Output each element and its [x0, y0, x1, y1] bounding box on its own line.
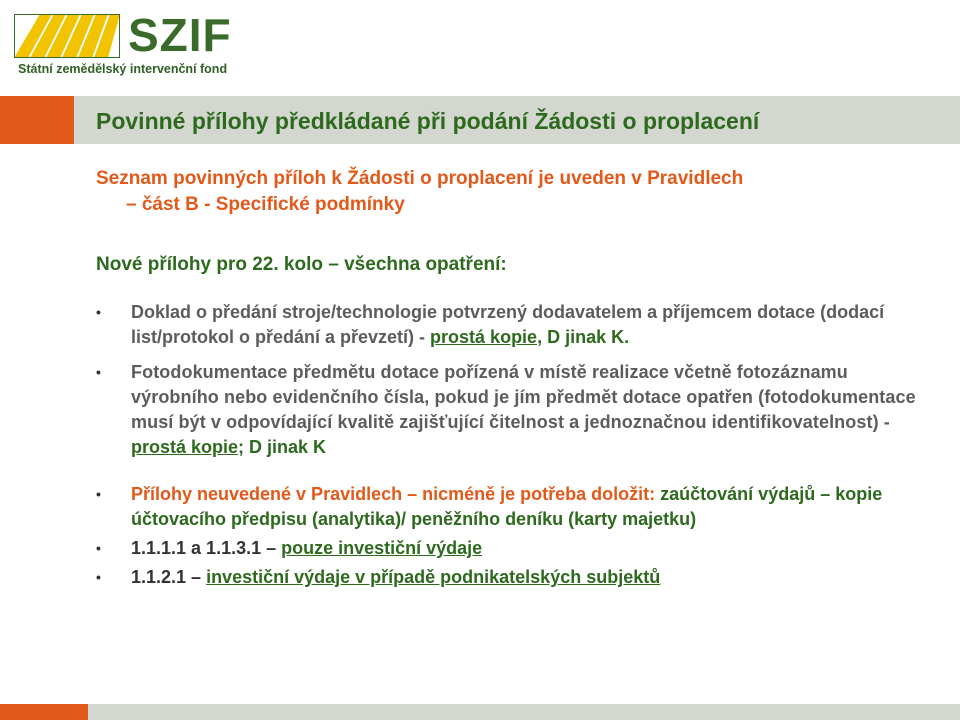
bullet-underlined: investiční výdaje v případě podnikatelských subjektů	[206, 567, 661, 587]
orange-note-line2: – část B - Specifické podmínky	[126, 194, 405, 215]
bullet-underlined: prostá kopie	[430, 327, 538, 347]
bullet-underlined: pouze investiční výdaje	[281, 538, 483, 558]
bullet-item	[96, 536, 936, 561]
bullet-green-text: zaúčtování výdajů – kopie účtovacího předpisu (analytika)/ peněžního deníku (karty majetku)	[131, 484, 883, 529]
bullet-tail: ; D jinak K	[238, 437, 327, 457]
bullet-item	[96, 360, 936, 460]
bullet-dot-icon: •	[96, 569, 101, 585]
bullet-lead: 1.1.2.1 –	[131, 567, 207, 587]
bullet-item	[96, 300, 936, 350]
bullet-lead: 1.1.1.1 a 1.1.3.1 –	[131, 538, 282, 558]
slide-title: Povinné přílohy předkládané při podání Žádosti o proplacení	[96, 108, 760, 134]
szif-field-logo-icon	[14, 14, 120, 58]
bullet-list	[96, 300, 936, 590]
orange-note-line1: Seznam povinných příloh k Žádosti o proplacení je uveden v Pravidlech	[96, 168, 744, 189]
green-heading: Nové přílohy pro 22. kolo – všechna opatření:	[96, 254, 507, 275]
bullet-text: Fotodokumentace předmětu dotace pořízená v místě realizace včetně fotozáznamu výrobního nebo evidenčního čísla, pokud je jím předmět dotace opatřen (fotodokumentace musí být v odpovídající kvalitě zajišťující čitelnost a jednoznačnou identifikovatelnost) -	[131, 362, 916, 432]
bullet-text: Doklad o předání stroje/technologie potvrzený dodavatelem a příjemcem dotace (dodací list/protokol o předání a převzetí) -	[131, 302, 885, 347]
logo-name: SZIF	[128, 9, 232, 61]
footer-bar	[0, 704, 960, 720]
bullet-item	[96, 482, 936, 532]
header	[0, 0, 960, 96]
footer-accent-block	[0, 704, 88, 720]
bullet-dot-icon: •	[96, 364, 101, 380]
bullet-tail: , D jinak K.	[537, 327, 630, 347]
bullet-underlined: prostá kopie	[131, 437, 239, 457]
logo-subtitle: Státní zemědělský intervenční fond	[18, 62, 228, 76]
bullet-dot-icon: •	[96, 304, 101, 320]
bullet-orange-text: Přílohy neuvedené v Pravidlech – nicméně je potřeba doložit:	[131, 484, 656, 504]
title-accent-block	[0, 96, 74, 144]
bullet-item	[96, 565, 936, 590]
bullet-dot-icon: •	[96, 486, 101, 502]
orange-note	[96, 166, 936, 218]
bullet-dot-icon: •	[96, 540, 101, 556]
